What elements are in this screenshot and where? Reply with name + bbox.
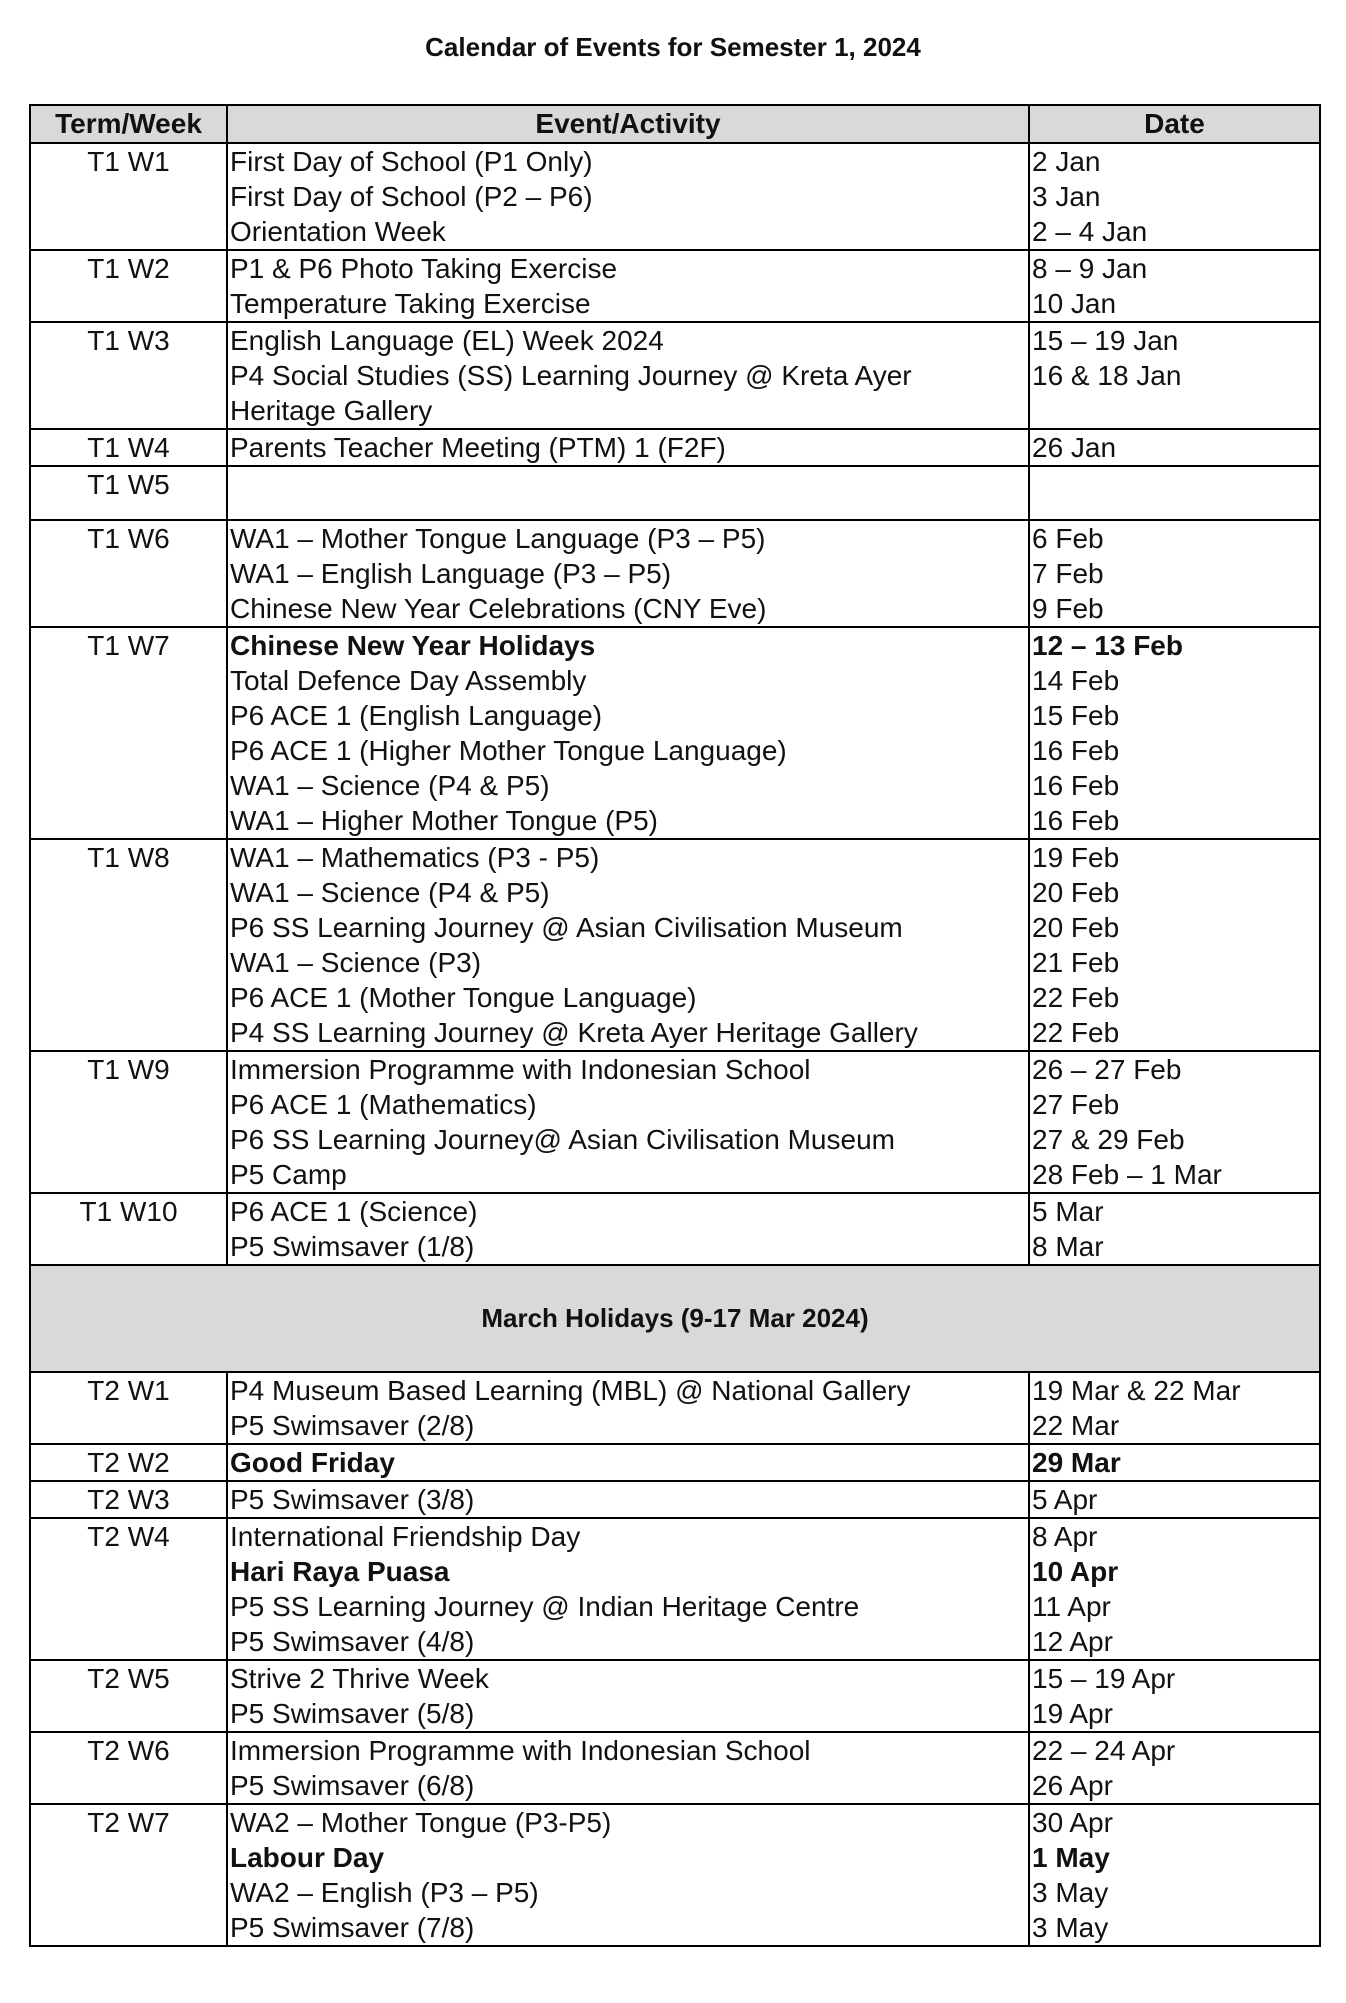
event-text: First Day of School (P1 Only): [230, 146, 593, 177]
date-cell: [1029, 250, 1320, 322]
date-text: 15 – 19 Apr: [1032, 1663, 1176, 1694]
event-text: WA1 – Mother Tongue Language (P3 – P5): [230, 523, 766, 554]
event-text: P5 SS Learning Journey @ Indian Heritage Centre: [230, 1591, 860, 1622]
week-row: [30, 839, 1320, 1051]
date-text: 9 Feb: [1032, 593, 1104, 624]
week-row: [30, 1444, 1320, 1481]
date-text: 28 Feb – 1 Mar: [1032, 1159, 1222, 1190]
event-text: WA1 – English Language (P3 – P5): [230, 558, 672, 589]
date-cell: [1029, 1444, 1320, 1481]
date-cell: [1029, 520, 1320, 627]
holiday-section: [30, 1265, 1320, 1372]
term-week-cell: T1 W1: [30, 143, 227, 250]
event-text: P4 SS Learning Journey @ Kreta Ayer Heritage Gallery: [230, 1017, 918, 1048]
event-text: WA2 – Mother Tongue (P3-P5): [230, 1807, 612, 1838]
holiday-row: [30, 1265, 1320, 1372]
holiday-banner: March Holidays (9-17 Mar 2024): [30, 1265, 1320, 1372]
event-text: International Friendship Day: [230, 1521, 581, 1552]
date-text: 22 – 24 Apr: [1032, 1735, 1176, 1766]
date-text: 2 – 4 Jan: [1032, 216, 1148, 247]
date-text: 15 – 19 Jan: [1032, 325, 1179, 356]
date-text: 12 – 13 Feb: [1032, 630, 1183, 661]
event-text: Orientation Week: [230, 216, 446, 247]
term-week-cell: T2 W3: [30, 1481, 227, 1518]
week-row: [30, 1518, 1320, 1660]
term-week-cell: T1 W7: [30, 627, 227, 839]
date-text: 30 Apr: [1032, 1807, 1113, 1838]
term2-section: [30, 1372, 1320, 1946]
event-text: Hari Raya Puasa: [230, 1556, 450, 1587]
date-cell: [1029, 1051, 1320, 1193]
term-week-cell: T1 W5: [30, 466, 227, 520]
event-cell: [227, 1193, 1029, 1265]
date-text: 19 Mar & 22 Mar: [1032, 1375, 1241, 1406]
date-cell: [1029, 839, 1320, 1051]
date-cell: [1029, 1518, 1320, 1660]
event-cell: [227, 466, 1029, 520]
event-text: P6 ACE 1 (Higher Mother Tongue Language): [230, 735, 787, 766]
event-text: English Language (EL) Week 2024: [230, 325, 664, 356]
event-cell: [227, 1732, 1029, 1804]
date-text: 12 Apr: [1032, 1626, 1113, 1657]
date-text: 16 & 18 Jan: [1032, 360, 1182, 391]
event-text: Heritage Gallery: [230, 395, 433, 426]
event-text: P4 Museum Based Learning (MBL) @ National Gallery: [230, 1375, 911, 1406]
term-week-cell: T1 W6: [30, 520, 227, 627]
week-row: [30, 1732, 1320, 1804]
week-row: [30, 627, 1320, 839]
term-week-cell: T2 W1: [30, 1372, 227, 1444]
event-text: P6 ACE 1 (English Language): [230, 700, 603, 731]
week-row: [30, 1660, 1320, 1732]
term-week-cell: T1 W8: [30, 839, 227, 1051]
date-text: 16 Feb: [1032, 805, 1120, 836]
date-cell: [1029, 1804, 1320, 1946]
event-text: Labour Day: [230, 1842, 385, 1873]
term-week-cell: T2 W6: [30, 1732, 227, 1804]
event-text: P5 Swimsaver (1/8): [230, 1231, 475, 1262]
date-cell: [1029, 627, 1320, 839]
week-row: [30, 143, 1320, 250]
event-text: P6 ACE 1 (Science): [230, 1196, 478, 1227]
date-text: 5 Mar: [1032, 1196, 1104, 1227]
term-week-cell: T1 W9: [30, 1051, 227, 1193]
event-cell: [227, 429, 1029, 466]
event-cell: [227, 143, 1029, 250]
date-cell: [1029, 1660, 1320, 1732]
event-text: Chinese New Year Celebrations (CNY Eve): [230, 593, 767, 624]
term-week-cell: T1 W4: [30, 429, 227, 466]
date-text: 10 Apr: [1032, 1556, 1119, 1587]
date-text: 22 Mar: [1032, 1410, 1120, 1441]
date-cell: [1029, 322, 1320, 429]
event-cell: [227, 1518, 1029, 1660]
event-cell: [227, 1444, 1029, 1481]
event-cell: [227, 1804, 1029, 1946]
date-cell: [1029, 429, 1320, 466]
date-text: 26 Apr: [1032, 1770, 1113, 1801]
week-row: [30, 322, 1320, 429]
date-text: 3 Jan: [1032, 181, 1101, 212]
date-text: 26 – 27 Feb: [1032, 1054, 1182, 1085]
term1-section: [30, 143, 1320, 1265]
week-row: [30, 1051, 1320, 1193]
date-text: 15 Feb: [1032, 700, 1120, 731]
event-text: P6 SS Learning Journey @ Asian Civilisation Museum: [230, 912, 903, 943]
event-text: Immersion Programme with Indonesian School: [230, 1735, 811, 1766]
week-row: [30, 429, 1320, 466]
event-text: WA1 – Science (P4 & P5): [230, 770, 550, 801]
event-text: Immersion Programme with Indonesian School: [230, 1054, 811, 1085]
date-text: 5 Apr: [1032, 1484, 1098, 1515]
event-text: Strive 2 Thrive Week: [230, 1663, 489, 1694]
event-cell: [227, 839, 1029, 1051]
event-text: Parents Teacher Meeting (PTM) 1 (F2F): [230, 432, 726, 463]
date-text: 10 Jan: [1032, 288, 1117, 319]
term-week-cell: T1 W3: [30, 322, 227, 429]
column-header-event-activity: Event/Activity: [227, 105, 1029, 143]
date-cell: [1029, 143, 1320, 250]
date-text: 8 Mar: [1032, 1231, 1104, 1262]
event-text: P5 Swimsaver (6/8): [230, 1770, 475, 1801]
date-text: 6 Feb: [1032, 523, 1104, 554]
date-text: 21 Feb: [1032, 947, 1120, 978]
date-text: 1 May: [1032, 1842, 1110, 1873]
date-text: 22 Feb: [1032, 982, 1120, 1013]
term-week-cell: T1 W10: [30, 1193, 227, 1265]
event-cell: [227, 1372, 1029, 1444]
event-text: WA1 – Higher Mother Tongue (P5): [230, 805, 658, 836]
date-text: 27 & 29 Feb: [1032, 1124, 1185, 1155]
week-row: [30, 1804, 1320, 1946]
event-text: Total Defence Day Assembly: [230, 665, 587, 696]
date-cell: [1029, 1193, 1320, 1265]
week-row: [30, 520, 1320, 627]
table-header-row: [30, 105, 1320, 143]
event-cell: [227, 322, 1029, 429]
event-text: P5 Swimsaver (2/8): [230, 1410, 475, 1441]
page-title: Calendar of Events for Semester 1, 2024: [425, 32, 921, 62]
week-row: [30, 250, 1320, 322]
term-week-cell: T2 W2: [30, 1444, 227, 1481]
column-header-term-week: Term/Week: [30, 105, 227, 143]
event-text: WA2 – English (P3 – P5): [230, 1877, 539, 1908]
event-cell: [227, 627, 1029, 839]
date-text: 22 Feb: [1032, 1017, 1120, 1048]
event-text: P5 Swimsaver (3/8): [230, 1484, 475, 1515]
date-text: [1032, 393, 1317, 428]
term-week-cell: T1 W2: [30, 250, 227, 322]
event-cell: [227, 1660, 1029, 1732]
date-text: 3 May: [1032, 1877, 1109, 1908]
date-text: 16 Feb: [1032, 735, 1120, 766]
event-text: P4 Social Studies (SS) Learning Journey @ Kreta Ayer: [230, 360, 912, 391]
date-cell: [1029, 1372, 1320, 1444]
date-cell: [1029, 1481, 1320, 1518]
date-text: 2 Jan: [1032, 146, 1101, 177]
event-cell: [227, 250, 1029, 322]
week-row: [30, 1372, 1320, 1444]
event-text: WA1 – Science (P3): [230, 947, 482, 978]
event-text: WA1 – Science (P4 & P5): [230, 877, 550, 908]
event-text: Chinese New Year Holidays: [230, 630, 596, 661]
date-text: 27 Feb: [1032, 1089, 1120, 1120]
date-text: 20 Feb: [1032, 912, 1120, 943]
date-cell: [1029, 1732, 1320, 1804]
date-text: 19 Feb: [1032, 842, 1120, 873]
event-text: P5 Camp: [230, 1159, 347, 1190]
term-week-cell: T2 W5: [30, 1660, 227, 1732]
date-text: 20 Feb: [1032, 877, 1120, 908]
events-table: [29, 104, 1321, 1947]
column-header-date: Date: [1029, 105, 1320, 143]
event-text: P5 Swimsaver (4/8): [230, 1626, 475, 1657]
date-text: 3 May: [1032, 1912, 1109, 1943]
date-text: 14 Feb: [1032, 665, 1120, 696]
event-cell: [227, 520, 1029, 627]
event-text: First Day of School (P2 – P6): [230, 181, 593, 212]
date-text: 16 Feb: [1032, 770, 1120, 801]
date-text: 26 Jan: [1032, 432, 1117, 463]
date-text: 8 Apr: [1032, 1521, 1098, 1552]
date-text: 29 Mar: [1032, 1447, 1121, 1478]
date-text: 11 Apr: [1032, 1591, 1111, 1622]
event-text: P6 ACE 1 (Mathematics): [230, 1089, 537, 1120]
date-text: 19 Apr: [1032, 1698, 1113, 1729]
event-text: P6 SS Learning Journey@ Asian Civilisation Museum: [230, 1124, 895, 1155]
date-text: 8 – 9 Jan: [1032, 253, 1148, 284]
week-row: [30, 1193, 1320, 1265]
term-week-cell: T2 W7: [30, 1804, 227, 1946]
term-week-cell: T2 W4: [30, 1518, 227, 1660]
event-text: P5 Swimsaver (5/8): [230, 1698, 475, 1729]
event-text: Temperature Taking Exercise: [230, 288, 591, 319]
event-text: P5 Swimsaver (7/8): [230, 1912, 475, 1943]
event-text: P1 & P6 Photo Taking Exercise: [230, 253, 618, 284]
event-text: Good Friday: [230, 1447, 395, 1478]
week-row: [30, 466, 1320, 520]
event-text: WA1 – Mathematics (P3 - P5): [230, 842, 600, 873]
event-text: P6 ACE 1 (Mother Tongue Language): [230, 982, 697, 1013]
week-row: [30, 1481, 1320, 1518]
date-text: 7 Feb: [1032, 558, 1104, 589]
date-cell: [1029, 466, 1320, 520]
event-cell: [227, 1481, 1029, 1518]
event-cell: [227, 1051, 1029, 1193]
